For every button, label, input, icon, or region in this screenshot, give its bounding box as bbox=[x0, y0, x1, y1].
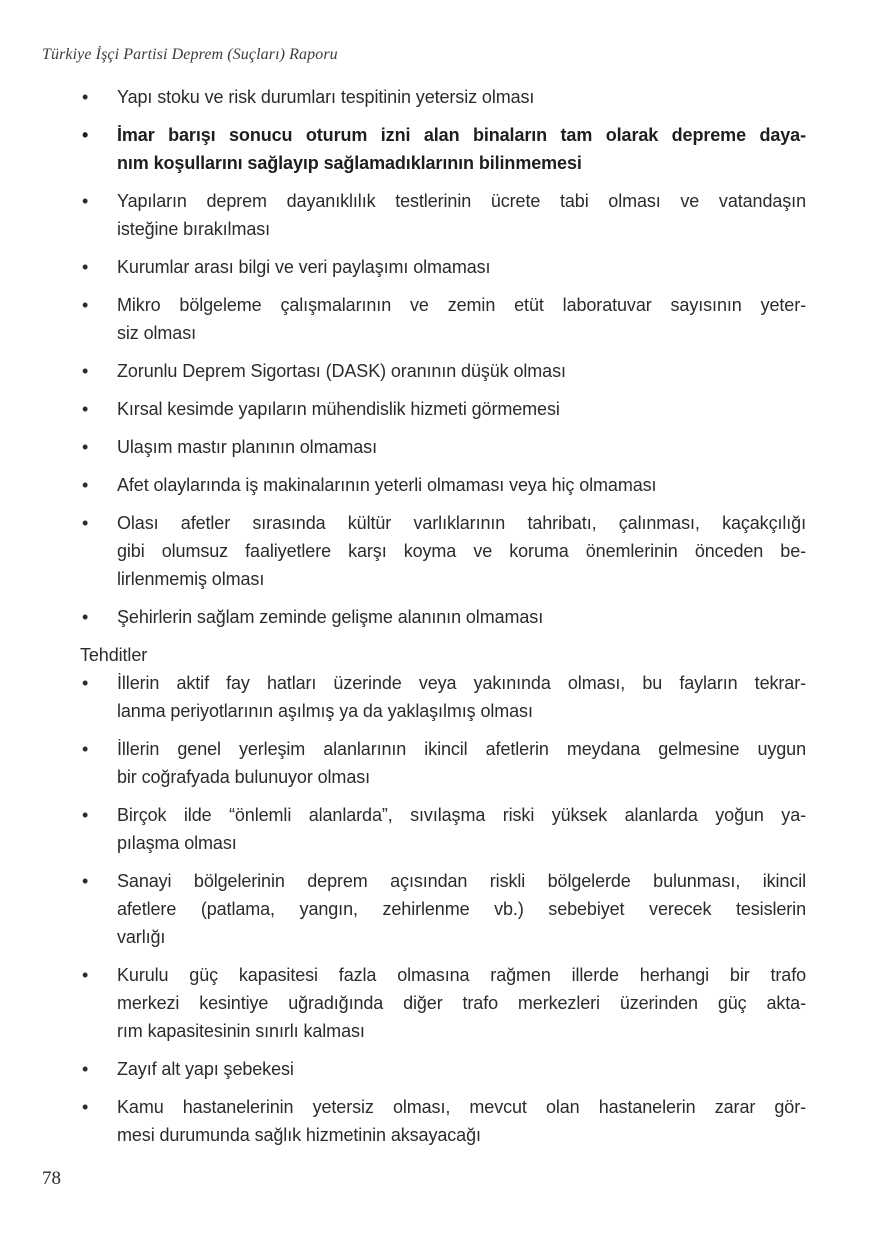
list-item-text bbox=[117, 121, 806, 177]
list-item-line: Yapıların deprem dayanıklılık testlerinin ücrete tabi olması ve vatandaşın bbox=[117, 191, 806, 211]
list-item bbox=[80, 603, 806, 631]
list-item-text bbox=[117, 83, 806, 111]
list-item-text bbox=[117, 1093, 806, 1149]
list-item bbox=[80, 187, 806, 243]
list-item-line: Afet olaylarında iş makinalarının yeterli olmaması veya hiç olmaması bbox=[117, 475, 657, 495]
page-content bbox=[80, 83, 806, 1149]
list-item-line: Kırsal kesimde yapıların mühendislik hizmeti görmemesi bbox=[117, 399, 560, 419]
bullet-icon: • bbox=[82, 399, 89, 419]
list-item-line: Zayıf alt yapı şebekesi bbox=[117, 1059, 294, 1079]
list-item bbox=[80, 433, 806, 461]
list-item-line: merkezi kesintiye uğradığında diğer trafo merkezleri üzerinden güç akta- bbox=[117, 993, 806, 1013]
list-item-line: afetlere (patlama, yangın, zehirlenme vb.) sebebiyet verecek tesislerin bbox=[117, 899, 806, 919]
list-item-line: İmar barışı sonucu oturum izni alan binaların tam olarak depreme daya- bbox=[117, 125, 806, 145]
bullet-icon: • bbox=[82, 191, 89, 211]
list-item-text bbox=[117, 291, 806, 347]
list-item-line: rım kapasitesinin sınırlı kalması bbox=[117, 1021, 365, 1041]
list-item-line: lirlenmemiş olması bbox=[117, 569, 265, 589]
bullet-icon: • bbox=[82, 965, 89, 985]
list-item-text bbox=[117, 395, 806, 423]
list-item-line: Olası afetler sırasında kültür varlıklarının tahribatı, çalınması, kaçakçılığı bbox=[117, 513, 806, 533]
list-item-line: mesi durumunda sağlık hizmetinin aksayacağı bbox=[117, 1125, 481, 1145]
running-header: Türkiye İşçi Partisi Deprem (Suçları) Raporu bbox=[42, 46, 338, 63]
list-item bbox=[80, 1055, 806, 1083]
list-item-line: Kurumlar arası bilgi ve veri paylaşımı olmaması bbox=[117, 257, 491, 277]
list-item-text bbox=[117, 867, 806, 951]
list-item bbox=[80, 357, 806, 385]
list-item bbox=[80, 471, 806, 499]
list-item-line: Kamu hastanelerinin yetersiz olması, mevcut olan hastanelerin zarar gör- bbox=[117, 1097, 806, 1117]
threats-list bbox=[80, 669, 806, 1149]
list-item-text bbox=[117, 253, 806, 281]
list-item-line: İllerin aktif fay hatları üzerinde veya yakınında olması, bu fayların tekrar- bbox=[117, 673, 806, 693]
list-item bbox=[80, 669, 806, 725]
list-item-line: İllerin genel yerleşim alanlarının ikincil afetlerin meydana gelmesine uygun bbox=[117, 739, 806, 759]
list-item-text bbox=[117, 509, 806, 593]
bullet-icon: • bbox=[82, 1059, 89, 1079]
threats-section-heading: Tehditler bbox=[80, 645, 148, 665]
list-item-text bbox=[117, 433, 806, 461]
list-item-line: Şehirlerin sağlam zeminde gelişme alanının olmaması bbox=[117, 607, 544, 627]
list-item-line: Kurulu güç kapasitesi fazla olmasına rağmen illerde herhangi bir trafo bbox=[117, 965, 806, 985]
bullet-icon: • bbox=[82, 739, 89, 759]
list-item-line: Ulaşım mastır planının olmaması bbox=[117, 437, 377, 457]
list-item-text bbox=[117, 357, 806, 385]
list-item bbox=[80, 961, 806, 1045]
bullet-icon: • bbox=[82, 805, 89, 825]
list-item-line: varlığı bbox=[117, 927, 166, 947]
bullet-icon: • bbox=[82, 295, 89, 315]
bullet-icon: • bbox=[82, 513, 89, 533]
list-item-line: lanma periyotlarının aşılmış ya da yaklaşılmış olması bbox=[117, 701, 533, 721]
bullet-icon: • bbox=[82, 437, 89, 457]
list-item-line: gibi olumsuz faaliyetlere karşı koyma ve koruma önemlerinin önceden be- bbox=[117, 541, 806, 561]
bullet-icon: • bbox=[82, 361, 89, 381]
list-item-text bbox=[117, 603, 806, 631]
list-item-text bbox=[117, 187, 806, 243]
bullet-icon: • bbox=[82, 1097, 89, 1117]
list-item-text bbox=[117, 669, 806, 725]
bullet-icon: • bbox=[82, 475, 89, 495]
list-item-text bbox=[117, 471, 806, 499]
list-item bbox=[80, 83, 806, 111]
page-number: 78 bbox=[42, 1168, 61, 1189]
list-item bbox=[80, 395, 806, 423]
list-item bbox=[80, 121, 806, 177]
bullet-icon: • bbox=[82, 607, 89, 627]
list-item-text bbox=[117, 801, 806, 857]
list-item-line: Birçok ilde “önlemli alanlarda”, sıvılaşma riski yüksek alanlarda yoğun ya- bbox=[117, 805, 806, 825]
weaknesses-list bbox=[80, 83, 806, 631]
bullet-icon: • bbox=[82, 257, 89, 277]
list-item-line: siz olması bbox=[117, 323, 197, 343]
list-item bbox=[80, 509, 806, 593]
bullet-icon: • bbox=[82, 673, 89, 693]
list-item-line: Sanayi bölgelerinin deprem açısından riskli bölgelerde bulunması, ikincil bbox=[117, 871, 806, 891]
list-item bbox=[80, 801, 806, 857]
list-item-line: Zorunlu Deprem Sigortası (DASK) oranının düşük olması bbox=[117, 361, 566, 381]
bullet-icon: • bbox=[82, 871, 89, 891]
list-item-text bbox=[117, 961, 806, 1045]
list-item-line: Mikro bölgeleme çalışmalarının ve zemin etüt laboratuvar sayısının yeter- bbox=[117, 295, 806, 315]
list-item-text bbox=[117, 1055, 806, 1083]
list-item-text bbox=[117, 735, 806, 791]
list-item bbox=[80, 1093, 806, 1149]
list-item-line: pılaşma olması bbox=[117, 833, 237, 853]
list-item-line: isteğine bırakılması bbox=[117, 219, 271, 239]
list-item-line: bir coğrafyada bulunuyor olması bbox=[117, 767, 371, 787]
list-item bbox=[80, 735, 806, 791]
list-item bbox=[80, 867, 806, 951]
bullet-icon: • bbox=[82, 87, 89, 107]
list-item bbox=[80, 291, 806, 347]
list-item bbox=[80, 253, 806, 281]
bullet-icon: • bbox=[82, 125, 89, 145]
list-item-line: Yapı stoku ve risk durumları tespitinin yetersiz olması bbox=[117, 87, 535, 107]
list-item-line: nım koşullarını sağlayıp sağlamadıklarının bilinmemesi bbox=[117, 153, 582, 173]
